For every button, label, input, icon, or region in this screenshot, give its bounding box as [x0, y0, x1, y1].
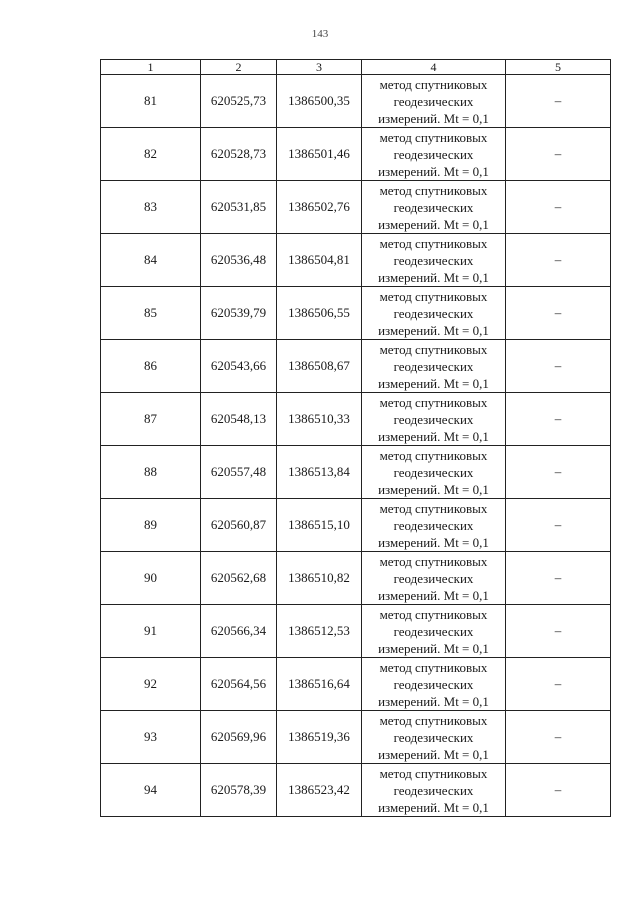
method-line-1: метод спутниковых — [379, 553, 488, 569]
description-cell: – — [506, 605, 611, 658]
method-cell — [362, 393, 506, 446]
method-line-1: метод спутниковых — [379, 765, 488, 781]
method-cell — [362, 764, 506, 817]
table-row — [101, 658, 611, 711]
point-number-cell: 84 — [101, 234, 201, 287]
table-header-row — [101, 60, 611, 75]
method-line-1: метод спутниковых — [379, 235, 488, 251]
x-coordinate-cell: 620543,66 — [201, 340, 277, 393]
table-row — [101, 605, 611, 658]
column-header-4: 4 — [362, 60, 506, 75]
x-coordinate-cell: 620548,13 — [201, 393, 277, 446]
x-coordinate-cell: 620569,96 — [201, 711, 277, 764]
table-row — [101, 764, 611, 817]
description-cell: – — [506, 287, 611, 340]
method-line-3: измерений. Mt = 0,1 — [378, 163, 489, 179]
method-line-2: геодезических — [393, 93, 474, 109]
y-coordinate-cell: 1386501,46 — [277, 128, 362, 181]
x-coordinate-cell: 620560,87 — [201, 499, 277, 552]
y-coordinate-cell: 1386510,82 — [277, 552, 362, 605]
method-cell — [362, 605, 506, 658]
method-cell — [362, 128, 506, 181]
method-cell — [362, 75, 506, 128]
point-number-cell: 81 — [101, 75, 201, 128]
coordinates-table — [100, 59, 611, 817]
method-cell — [362, 287, 506, 340]
method-line-3: измерений. Mt = 0,1 — [378, 481, 489, 497]
x-coordinate-cell: 620557,48 — [201, 446, 277, 499]
description-cell: – — [506, 764, 611, 817]
table-row — [101, 711, 611, 764]
table-row — [101, 128, 611, 181]
y-coordinate-cell: 1386523,42 — [277, 764, 362, 817]
x-coordinate-cell: 620578,39 — [201, 764, 277, 817]
x-coordinate-cell: 620566,34 — [201, 605, 277, 658]
description-cell: – — [506, 234, 611, 287]
method-line-1: метод спутниковых — [379, 129, 488, 145]
method-cell — [362, 446, 506, 499]
method-line-1: метод спутниковых — [379, 500, 488, 516]
x-coordinate-cell: 620528,73 — [201, 128, 277, 181]
method-line-3: измерений. Mt = 0,1 — [378, 110, 489, 126]
description-cell: – — [506, 393, 611, 446]
method-line-3: измерений. Mt = 0,1 — [378, 587, 489, 603]
y-coordinate-cell: 1386516,64 — [277, 658, 362, 711]
description-cell: – — [506, 75, 611, 128]
method-line-2: геодезических — [393, 570, 474, 586]
description-cell: – — [506, 128, 611, 181]
method-line-1: метод спутниковых — [379, 606, 488, 622]
method-line-2: геодезических — [393, 729, 474, 745]
method-line-1: метод спутниковых — [379, 712, 488, 728]
table-row — [101, 75, 611, 128]
method-line-3: измерений. Mt = 0,1 — [378, 428, 489, 444]
y-coordinate-cell: 1386515,10 — [277, 499, 362, 552]
method-cell — [362, 234, 506, 287]
point-number-cell: 89 — [101, 499, 201, 552]
method-line-1: метод спутниковых — [379, 182, 488, 198]
y-coordinate-cell: 1386512,53 — [277, 605, 362, 658]
method-cell — [362, 340, 506, 393]
point-number-cell: 90 — [101, 552, 201, 605]
description-cell: – — [506, 552, 611, 605]
description-cell: – — [506, 658, 611, 711]
method-line-3: измерений. Mt = 0,1 — [378, 799, 489, 815]
method-line-2: геодезических — [393, 305, 474, 321]
y-coordinate-cell: 1386508,67 — [277, 340, 362, 393]
y-coordinate-cell: 1386513,84 — [277, 446, 362, 499]
table-row — [101, 181, 611, 234]
table-row — [101, 234, 611, 287]
method-line-3: измерений. Mt = 0,1 — [378, 269, 489, 285]
table-row — [101, 393, 611, 446]
method-line-2: геодезических — [393, 782, 474, 798]
method-line-2: геодезических — [393, 623, 474, 639]
method-line-1: метод спутниковых — [379, 659, 488, 675]
y-coordinate-cell: 1386504,81 — [277, 234, 362, 287]
method-cell — [362, 658, 506, 711]
method-cell — [362, 499, 506, 552]
method-line-2: геодезических — [393, 358, 474, 374]
table-row — [101, 340, 611, 393]
method-line-2: геодезических — [393, 676, 474, 692]
method-line-2: геодезических — [393, 517, 474, 533]
method-line-2: геодезических — [393, 464, 474, 480]
page-number: 143 — [311, 28, 329, 40]
method-line-3: измерений. Mt = 0,1 — [378, 216, 489, 232]
method-line-3: измерений. Mt = 0,1 — [378, 746, 489, 762]
table-row — [101, 446, 611, 499]
method-line-1: метод спутниковых — [379, 341, 488, 357]
table-row — [101, 287, 611, 340]
point-number-cell: 86 — [101, 340, 201, 393]
point-number-cell: 93 — [101, 711, 201, 764]
column-header-2: 2 — [201, 60, 277, 75]
y-coordinate-cell: 1386519,36 — [277, 711, 362, 764]
x-coordinate-cell: 620531,85 — [201, 181, 277, 234]
method-line-3: измерений. Mt = 0,1 — [378, 375, 489, 391]
point-number-cell: 85 — [101, 287, 201, 340]
description-cell: – — [506, 499, 611, 552]
description-cell: – — [506, 340, 611, 393]
method-line-3: измерений. Mt = 0,1 — [378, 322, 489, 338]
point-number-cell: 83 — [101, 181, 201, 234]
x-coordinate-cell: 620564,56 — [201, 658, 277, 711]
method-line-1: метод спутниковых — [379, 394, 488, 410]
point-number-cell: 87 — [101, 393, 201, 446]
method-cell — [362, 552, 506, 605]
column-header-3: 3 — [277, 60, 362, 75]
method-line-1: метод спутниковых — [379, 447, 488, 463]
method-line-3: измерений. Mt = 0,1 — [378, 693, 489, 709]
column-header-5: 5 — [506, 60, 611, 75]
y-coordinate-cell: 1386510,33 — [277, 393, 362, 446]
y-coordinate-cell: 1386506,55 — [277, 287, 362, 340]
point-number-cell: 82 — [101, 128, 201, 181]
method-line-2: геодезических — [393, 146, 474, 162]
method-line-1: метод спутниковых — [379, 76, 488, 92]
method-line-3: измерений. Mt = 0,1 — [378, 534, 489, 550]
x-coordinate-cell: 620536,48 — [201, 234, 277, 287]
y-coordinate-cell: 1386502,76 — [277, 181, 362, 234]
point-number-cell: 92 — [101, 658, 201, 711]
description-cell: – — [506, 446, 611, 499]
description-cell: – — [506, 711, 611, 764]
method-line-2: геодезических — [393, 252, 474, 268]
y-coordinate-cell: 1386500,35 — [277, 75, 362, 128]
method-line-1: метод спутниковых — [379, 288, 488, 304]
table-row — [101, 552, 611, 605]
description-cell: – — [506, 181, 611, 234]
method-line-2: геодезических — [393, 199, 474, 215]
x-coordinate-cell: 620562,68 — [201, 552, 277, 605]
x-coordinate-cell: 620525,73 — [201, 75, 277, 128]
table-row — [101, 499, 611, 552]
point-number-cell: 91 — [101, 605, 201, 658]
method-cell — [362, 711, 506, 764]
method-line-2: геодезических — [393, 411, 474, 427]
point-number-cell: 88 — [101, 446, 201, 499]
column-header-1: 1 — [101, 60, 201, 75]
point-number-cell: 94 — [101, 764, 201, 817]
method-cell — [362, 181, 506, 234]
method-line-3: измерений. Mt = 0,1 — [378, 640, 489, 656]
x-coordinate-cell: 620539,79 — [201, 287, 277, 340]
